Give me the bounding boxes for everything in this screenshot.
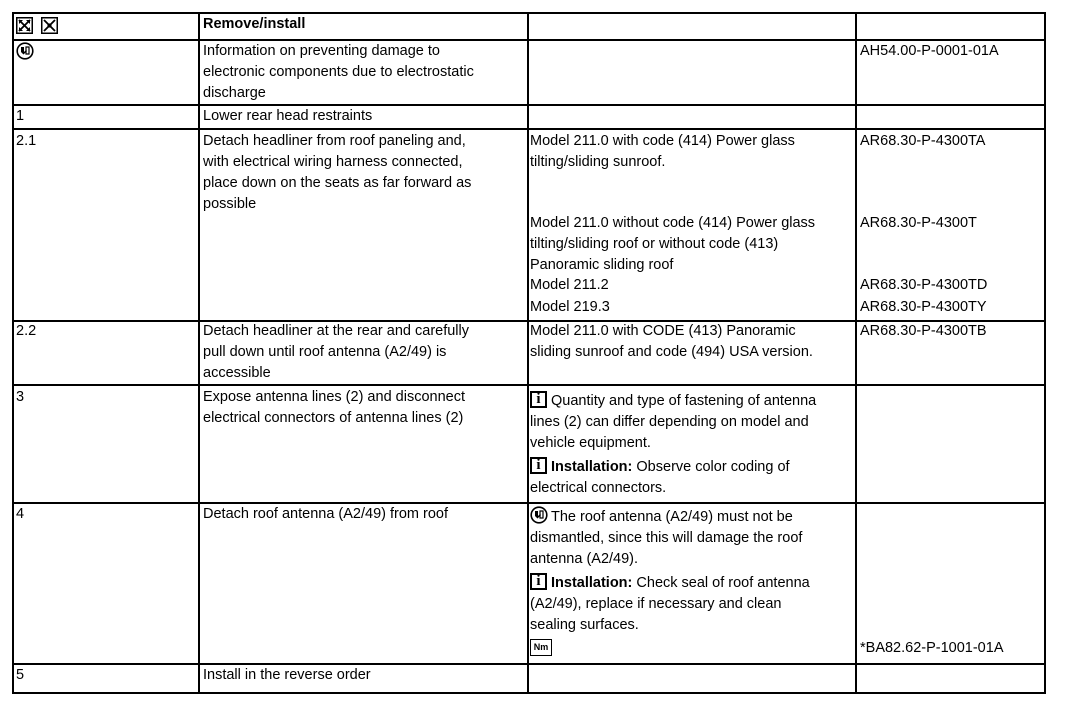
description-line: Expose antenna lines (2) and disconnect <box>203 389 465 405</box>
reference-link[interactable]: AR68.30-P-4300TD <box>860 277 988 293</box>
table-border-top <box>12 12 1046 14</box>
model-note: Model 219.3 <box>530 299 610 315</box>
note-line: tilting/sliding roof or without code (413) <box>530 236 779 252</box>
step-number: 2.2 <box>16 323 37 339</box>
note-line: Panoramic sliding roof <box>530 257 674 273</box>
row-divider <box>12 104 1046 106</box>
row-esd-description <box>203 41 523 104</box>
note-text: The roof antenna (A2/49) must not be <box>551 509 793 525</box>
procedure-table <box>12 12 1046 694</box>
step-description <box>203 387 523 429</box>
row-divider <box>12 502 1046 504</box>
note-line: electrical connectors. <box>530 480 667 496</box>
note-text: Check seal of roof antenna <box>636 575 810 591</box>
note-line: Model 211.0 with CODE (413) Panoramic <box>530 323 796 339</box>
row-divider <box>12 663 1046 665</box>
note-line: sliding sunroof and code (494) USA version. <box>530 344 813 360</box>
info-note <box>530 391 852 454</box>
torque-icon[interactable]: Nm <box>530 639 552 656</box>
note-line: sealing surfaces. <box>530 617 639 633</box>
torque-note <box>530 639 852 660</box>
info-icon: i <box>530 573 547 590</box>
info-icon: i <box>530 391 547 408</box>
step-number: 2.1 <box>16 133 37 149</box>
header-icons <box>16 15 62 36</box>
step-description <box>203 131 523 215</box>
col-divider <box>527 12 529 694</box>
description-line: place down on the seats as far forward as <box>203 175 472 191</box>
installation-note <box>530 457 852 499</box>
description-line: accessible <box>203 365 271 381</box>
reference-link[interactable]: AR68.30-P-4300TY <box>860 299 987 315</box>
description-line: pull down until roof antenna (A2/49) is <box>203 344 447 360</box>
note-line: tilting/sliding sunroof. <box>530 154 666 170</box>
description-line: discharge <box>203 85 266 101</box>
note-line <box>530 457 852 478</box>
note-line: vehicle equipment. <box>530 435 651 451</box>
step-description <box>203 321 523 384</box>
row-divider <box>12 128 1046 130</box>
step-number: 1 <box>16 108 25 124</box>
col-divider <box>198 12 200 694</box>
step-description: Lower rear head restraints <box>203 108 373 124</box>
description-line: with electrical wiring harness connected, <box>203 154 463 170</box>
note-line <box>530 391 852 412</box>
warning-note <box>530 507 852 570</box>
header-title: Remove/install <box>203 16 306 32</box>
reference-link[interactable]: AR68.30-P-4300TB <box>860 323 987 339</box>
col-divider <box>1044 12 1046 694</box>
description-line: Information on preventing damage to <box>203 43 440 59</box>
step-number: 3 <box>16 389 25 405</box>
model-note <box>530 213 852 276</box>
model-note <box>530 321 852 363</box>
installation-label: Installation: <box>551 575 633 591</box>
step-number: 5 <box>16 667 25 683</box>
description-line: Detach headliner from roof paneling and, <box>203 133 466 149</box>
note-line: dismantled, since this will damage the roof <box>530 530 803 546</box>
description-line: Detach headliner at the rear and carefully <box>203 323 469 339</box>
step-description: Install in the reverse order <box>203 667 371 683</box>
installation-note <box>530 573 852 636</box>
reference-link[interactable]: AR68.30-P-4300TA <box>860 133 986 149</box>
table-border-bottom <box>12 692 1046 694</box>
note-line: Model 211.0 without code (414) Power glass <box>530 215 816 231</box>
model-note <box>530 131 852 173</box>
remove-icon <box>16 17 33 34</box>
col-divider <box>12 12 14 694</box>
row-warning-marker <box>16 43 37 64</box>
note-line: (A2/49), replace if necessary and clean <box>530 596 782 612</box>
note-text: Observe color coding of <box>636 459 790 475</box>
warning-icon <box>16 42 34 60</box>
model-note: Model 211.2 <box>530 277 609 293</box>
note-text: Quantity and type of fastening of antenna <box>551 393 817 409</box>
step-number: 4 <box>16 506 25 522</box>
note-line: antenna (A2/49). <box>530 551 639 567</box>
note-line: lines (2) can differ depending on model and <box>530 414 809 430</box>
install-icon <box>41 17 58 34</box>
description-line: electronic components due to electrostatic <box>203 64 474 80</box>
info-icon: i <box>530 457 547 474</box>
reference-link[interactable]: AH54.00-P-0001-01A <box>860 43 999 59</box>
description-line: electrical connectors of antenna lines (2) <box>203 410 464 426</box>
installation-label: Installation: <box>551 459 633 475</box>
note-line <box>530 507 852 528</box>
step-description: Detach roof antenna (A2/49) from roof <box>203 506 449 522</box>
row-divider <box>12 384 1046 386</box>
description-line: possible <box>203 196 257 212</box>
note-line: Model 211.0 with code (414) Power glass <box>530 133 795 149</box>
note-line <box>530 573 852 594</box>
reference-link[interactable]: *BA82.62-P-1001-01A <box>860 640 1004 656</box>
warning-icon <box>530 506 548 524</box>
reference-link[interactable]: AR68.30-P-4300T <box>860 215 977 231</box>
col-divider <box>855 12 857 694</box>
